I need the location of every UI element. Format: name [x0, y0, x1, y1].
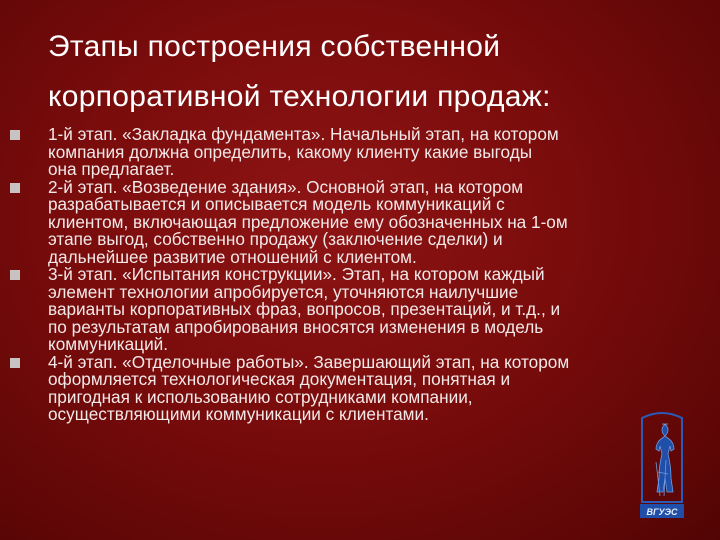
bullet-list — [10, 126, 700, 424]
bullet-line: 2-й этап. «Возведение здания». Основной этап, на котором — [48, 176, 524, 197]
square-bullet-icon — [10, 183, 20, 193]
bullet-line: компания должна определить, какому клиенту какие выгоды — [48, 141, 533, 162]
university-logo-icon — [636, 410, 688, 522]
square-bullet-icon — [10, 130, 20, 140]
bullet-text — [48, 266, 700, 354]
bullet-text — [48, 126, 700, 179]
bullet-line: оформляется технологическая документация, понятная и — [48, 369, 511, 389]
bullet-line: клиентом, включающая предложение ему обозначенных на 1-ом — [48, 211, 568, 232]
bullet-line: коммуникаций. — [48, 334, 169, 354]
square-bullet-icon — [10, 358, 20, 368]
bullet-line: пригодная к использованию сотрудниками компании, — [48, 386, 473, 407]
bullet-text — [48, 351, 700, 424]
bullet-text — [48, 176, 700, 267]
title-line-2: корпоративной технологии продаж: — [48, 80, 551, 113]
bullet-line: разрабатывается и описывается модель коммуникаций с — [48, 194, 505, 214]
bullet-item-stage-4 — [10, 351, 700, 424]
slide-title — [48, 22, 688, 122]
square-bullet-icon — [10, 270, 20, 280]
bullet-line: элемент технологии апробируется, уточняются наилучшие — [48, 281, 519, 302]
bullet-line: этапе выгод, собственно продажу (заключение сделки) и — [48, 229, 503, 249]
bullet-item-stage-1 — [10, 126, 700, 179]
title-line-1: Этапы построения собственной — [48, 30, 501, 63]
bullet-line: дальнейшее развитие отношений с клиентом. — [48, 246, 417, 267]
bullet-line: по результатам апробирования вносятся изменения в модель — [48, 316, 544, 337]
logo-text: ВГУЭС — [646, 507, 678, 517]
bullet-line: 3-й этап. «Испытания конструкции». Этап, на котором каждый — [48, 264, 545, 284]
bullet-line: 1-й этап. «Закладка фундамента». Начальный этап, на котором — [48, 124, 559, 144]
bullet-line: осуществляющими коммуникации с клиентами. — [48, 404, 429, 424]
bullet-line: она предлагает. — [48, 159, 175, 179]
bullet-item-stage-2 — [10, 176, 700, 267]
bullet-line: варианты корпоративных фраз, вопросов, презентаций, и т.д., и — [48, 299, 561, 319]
bullet-item-stage-3 — [10, 266, 700, 354]
bullet-line: 4-й этап. «Отделочные работы». Завершающий этап, на котором — [48, 351, 570, 372]
